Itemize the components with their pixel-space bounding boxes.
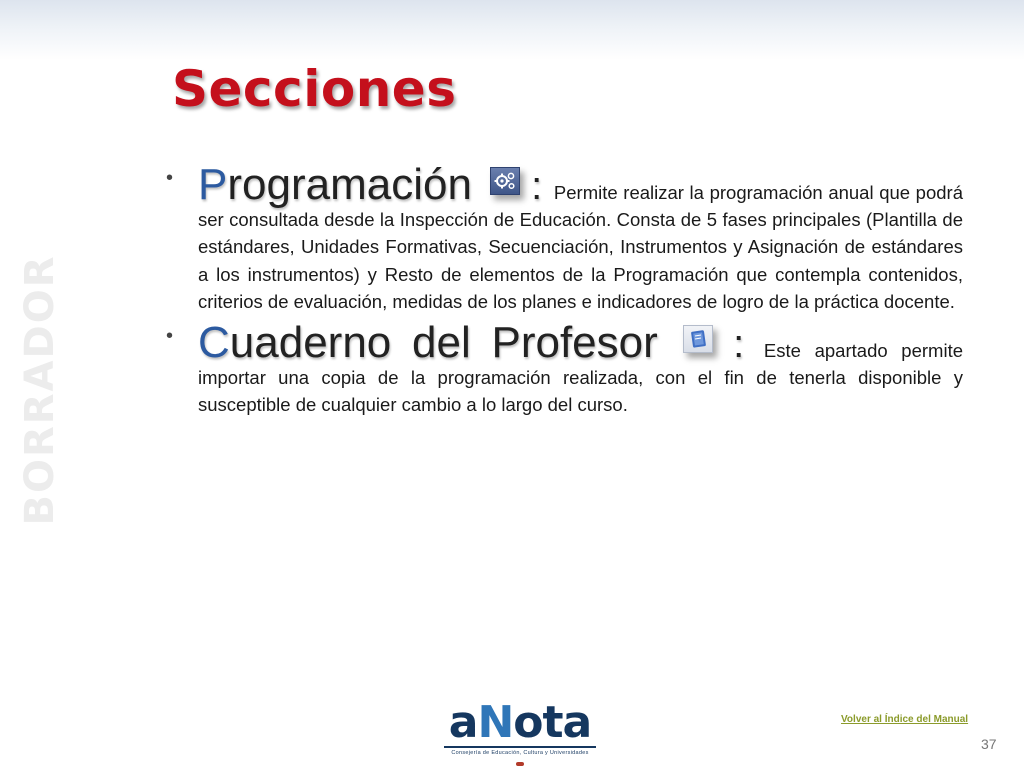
- top-gradient-band: [0, 0, 1024, 60]
- section-description: Permite realizar la programación anual que podrá ser consultada desde la Inspección de Educación. Consta de 5 fases principales (Plantilla de estándares, Unidades Formativas, Secuenciación, Instrumentos y Asignación de estándares a los instrumentos) y Resto de elementos de la Programación que contempla contenidos, criterios de evaluación, medidas de los planes e indicadores de logro de la práctica docente.: [198, 182, 964, 312]
- section-heading: Cuaderno del Profesor: [198, 318, 658, 368]
- section-colon: :: [733, 322, 745, 367]
- slide-title: Secciones: [172, 60, 457, 118]
- page-number: 37: [981, 736, 997, 752]
- bullet-icon: •: [166, 167, 174, 189]
- section-cuaderno: [166, 318, 963, 419]
- section-programacion: [166, 160, 964, 315]
- logo-wordmark: aNota: [448, 697, 592, 748]
- sections-list: [166, 160, 964, 427]
- logo-tagline: Consejería de Educación, Cultura y Universidades: [451, 750, 589, 756]
- notebook-icon: [683, 325, 713, 353]
- section-colon: :: [531, 164, 543, 208]
- anota-logo: [440, 697, 600, 765]
- section-description: Este apartado permite importar una copia de la programación realizada, con el fin de tenerla disponible y susceptible de cualquier cambio a lo largo del curso.: [198, 340, 963, 416]
- settings-gears-icon: [490, 167, 520, 195]
- section-heading: Programación: [198, 160, 472, 209]
- region-emblem-icon: [516, 762, 524, 766]
- back-to-index-link[interactable]: Volver al Índice del Manual: [841, 714, 969, 725]
- draft-watermark: BORRADOR: [17, 254, 63, 526]
- bullet-icon: •: [166, 325, 174, 348]
